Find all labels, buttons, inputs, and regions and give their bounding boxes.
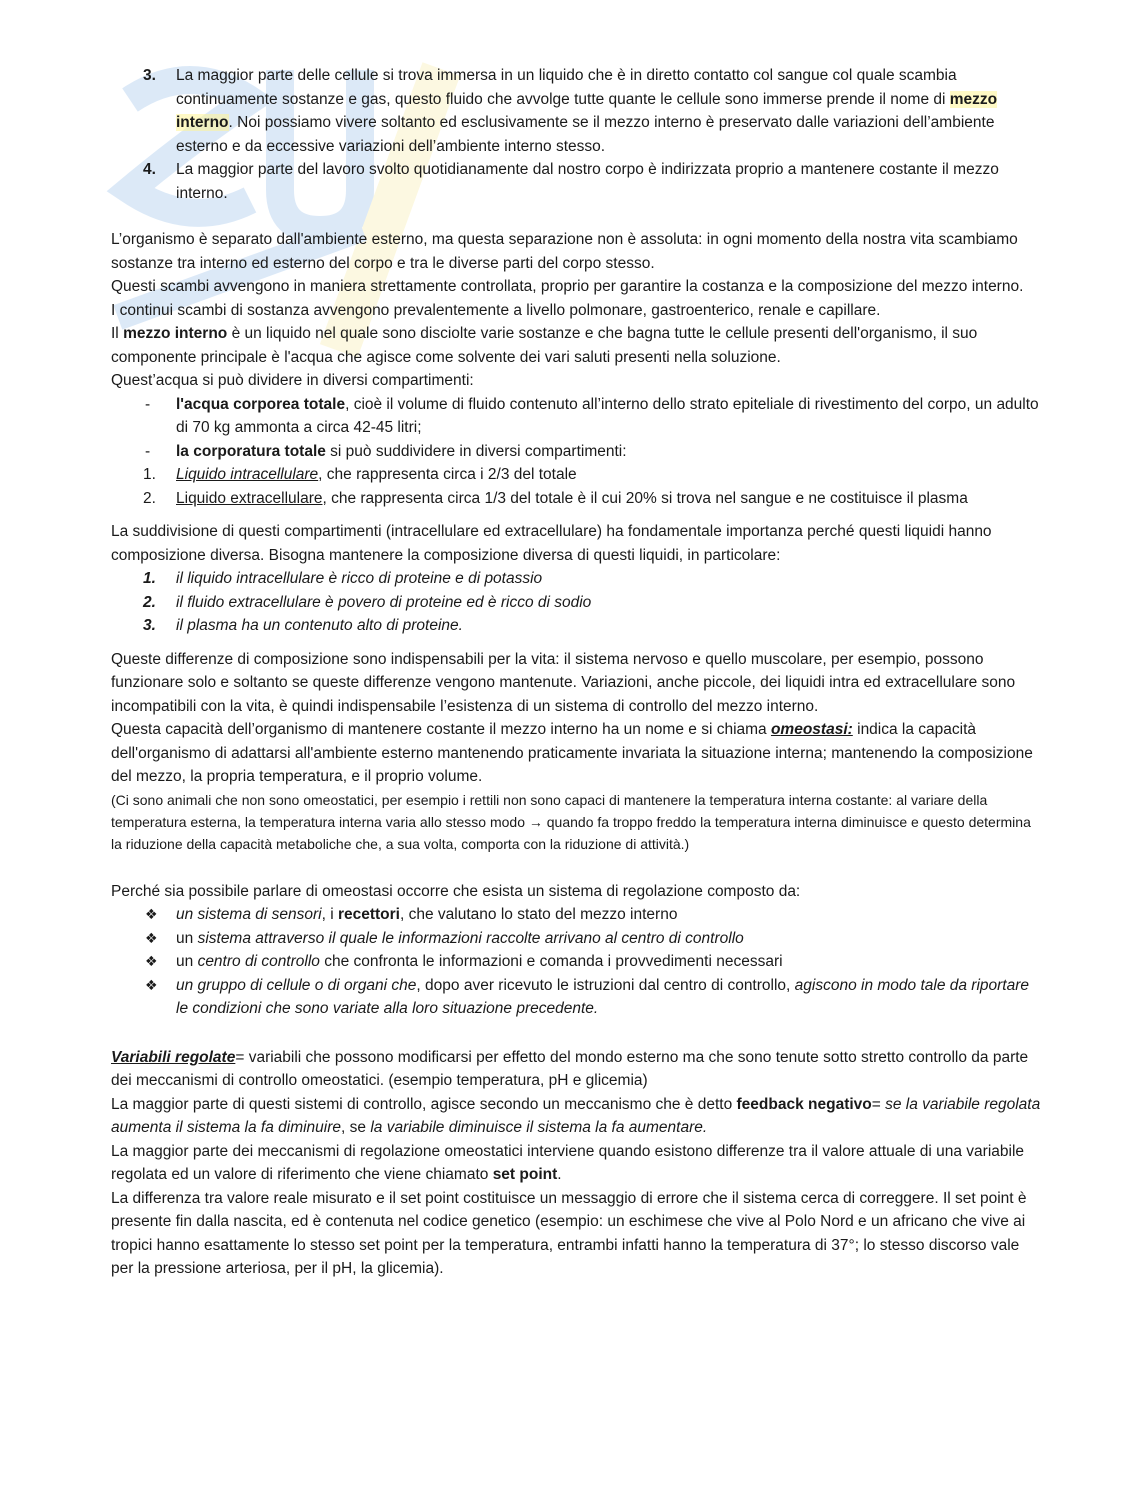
text-run: Variabili regolate	[111, 1048, 236, 1066]
paragraph-differenze	[111, 648, 1041, 719]
text-run: un sistema di sensori	[176, 906, 322, 923]
list-marker: 2.	[143, 593, 156, 611]
text-run: un	[176, 929, 198, 947]
list-item	[111, 440, 1041, 464]
text-run: = variabili che possono modificarsi per effetto del mondo esterno ma che sono tenute sotto stretto controllo da parte dei meccanismi di controllo omeostatici. (esempio temperatura, pH e glicemia)	[111, 1048, 1029, 1089]
text-run: un	[176, 953, 198, 970]
text-run: La maggior parte delle cellule si trova immersa in un liquido che è in diretto contatto col sangue col quale scambia continuamente sostanze e gas, questo fluido che avvolge tutte quante le cellule sono immerse prende il nome di	[176, 67, 957, 108]
paragraph-errore	[111, 1187, 1041, 1281]
bullet-diamond-icon: ❖	[145, 976, 158, 993]
text-run: Liquido extracellulare	[176, 489, 323, 507]
paragraph-scambi	[111, 275, 1041, 299]
list-marker: 1.	[143, 570, 156, 587]
text-run: , che rappresenta circa 1/3 del totale è il cui 20% si trova nel sangue e ne costituisce il plasma	[322, 489, 968, 507]
text-run: la variabile diminuisce il sistema la fa aumentare.	[370, 1119, 708, 1136]
text-run: set point	[492, 1166, 558, 1183]
list-item	[111, 64, 1041, 158]
text-run: la corporatura totale	[176, 442, 326, 460]
list-composizione	[111, 567, 1041, 638]
list-marker: 2.	[143, 489, 156, 507]
list-item-text	[176, 570, 542, 587]
text-run: è un liquido nel quale sono disciolte varie sostanze e che bagna tutte le cellule presenti dell'organismo, il suo componente principale è l'acqua che agisce come solvente dei vari saluti presenti nella soluzione.	[111, 325, 978, 366]
list-item-text	[176, 594, 591, 611]
text-run: .	[557, 1166, 562, 1183]
text-run: , se	[341, 1119, 371, 1136]
text-run: il liquido intracellulare è ricco di proteine e di potassio	[176, 570, 543, 587]
list-item-text	[176, 396, 1039, 437]
list-item-text	[176, 490, 968, 507]
list-item-text	[176, 953, 783, 970]
text-run: si può suddividere in diversi compartimenti:	[325, 442, 627, 460]
paragraph-set-point	[111, 1140, 1041, 1187]
list-sistema	[111, 903, 1041, 1021]
list-item	[111, 487, 1041, 511]
paragraph-omeostasi	[111, 718, 1041, 789]
list-marker: 4.	[143, 161, 156, 178]
list-item	[111, 950, 1041, 974]
text-run: Questa capacità dell’organismo di mantenere costante il mezzo interno ha un nome e si chiama	[111, 721, 771, 738]
note-rettili	[111, 789, 1041, 855]
list-item-text	[176, 617, 463, 634]
paragraph-variabili-regolate	[111, 1046, 1041, 1093]
text-run: Questi scambi avvengono in maniera strettamente controllata, proprio per garantire la costanza e la composizione del mezzo interno.	[111, 278, 1024, 295]
text-run: il plasma ha un contenuto alto di proteine.	[176, 617, 463, 634]
list-item	[111, 463, 1041, 487]
text-run: indica la capacità dell'organismo di adattarsi all'ambiente esterno mantenendo praticamente invariata la situazione interna; mantenendo la composizione del mezzo, la propria temperatura, e il proprio volume.	[111, 721, 1033, 785]
list-item	[111, 158, 1041, 205]
text-run: . Noi possiamo vivere soltanto ed esclusivamente se il mezzo interno è preservato dalle variazioni dell’ambiente esterno e da eccessive variazioni dell’ambiente interno stesso.	[176, 114, 995, 155]
text-run: L’organismo è separato dall'ambiente esterno, ma questa separazione non è assoluta: in ogni momento della nostra vita scambiamo sostanze tra interno ed esterno del corpo e tra le diverse parti del corpo stesso.	[111, 231, 1018, 272]
text-run: Perché sia possibile parlare di omeostasi occorre che esista un sistema di regolazione composto da:	[111, 882, 801, 900]
list-marker: 1.	[143, 466, 156, 483]
text-run: Quest’acqua si può dividere in diversi compartimenti:	[111, 372, 474, 389]
text-run: La maggior parte dei meccanismi di regolazione omeostatici interviene quando esistono differenze tra il valore attuale di una variabile regolata ed un valore di riferimento che viene chiamato	[111, 1142, 1025, 1183]
bullet-diamond-icon: ❖	[145, 906, 158, 922]
paragraph-feedback	[111, 1093, 1041, 1140]
bullet-diamond-icon: ❖	[145, 953, 158, 969]
text-run: un gruppo di cellule o di organi che	[176, 976, 417, 994]
paragraph-suddivisione	[111, 520, 1041, 567]
text-run: centro di controllo	[197, 953, 320, 970]
text-run: , che valutano lo stato del mezzo interno	[400, 906, 678, 923]
text-run: La maggior parte di questi sistemi di controllo, agisce secondo un meccanismo che è detto	[111, 1095, 737, 1113]
paragraph-acqua	[111, 369, 1041, 393]
text-run: omeostasi:	[770, 721, 853, 738]
text-run: sistema attraverso il quale le informazioni raccolte arrivano al centro di controllo	[197, 929, 744, 947]
list-compartimenti	[111, 393, 1041, 511]
list-item-text	[176, 466, 577, 483]
text-run: feedback negativo	[736, 1095, 872, 1113]
text-run: =	[871, 1095, 886, 1113]
text-run: , cioè il volume di fluido contenuto all’interno dello strato epiteliale di rivestimento del corpo, un adulto di 70 kg ammonta a circa 42-45 litri;	[176, 395, 1039, 436]
text-run: La maggior parte del lavoro svolto quotidianamente dal nostro corpo è indirizzata proprio a mantenere costante il mezzo interno.	[176, 161, 999, 202]
list-item	[111, 567, 1041, 591]
text-run: il fluido extracellulare è povero di proteine ed è ricco di sodio	[176, 593, 592, 611]
text-run: (Ci sono animali che non sono omeostatici, per esempio i rettili non sono capaci di mantenere la temperatura interna costante: al variare della temperatura esterna, la temperatura interna varia allo stesso modo → quando fa troppo freddo la temperatura interna diminuisce e questo determina la riduzione della capacità metaboliche che, a sua volta, comporta con la riduzione di attività.)	[111, 791, 1031, 852]
bullet-diamond-icon: ❖	[145, 929, 158, 946]
list-marker: 3.	[143, 67, 156, 84]
list-marker: 3.	[143, 617, 156, 634]
list-marker: -	[145, 442, 151, 460]
list-item	[111, 903, 1041, 927]
text-run: l'acqua corporea totale	[176, 395, 346, 413]
text-run: , i	[321, 906, 338, 923]
text-run: agiscono in modo tale da riportare le condizioni che sono variate alla loro situazione precedente.	[176, 976, 1030, 1017]
text-run: mezzo interno	[176, 90, 998, 131]
text-run: se la variabile regolata aumenta il sistema la fa diminuire	[111, 1095, 1041, 1136]
text-run: Il	[111, 325, 124, 342]
paragraph-mezzo-interno	[111, 322, 1041, 369]
text-run: I continui scambi di sostanza avvengono prevalentemente a livello polmonare, gastroenterico, renale e capillare.	[111, 301, 881, 319]
text-run: che confronta le informazioni e comanda i provvedimenti necessari	[319, 953, 783, 970]
text-run: Liquido intracellulare	[176, 466, 319, 483]
list-item	[111, 927, 1041, 951]
paragraph-separazione	[111, 228, 1041, 275]
list-item	[111, 591, 1041, 615]
list-item-text	[176, 67, 997, 155]
text-run: recettori	[337, 906, 400, 923]
list-item-text	[176, 930, 744, 947]
document-page	[111, 64, 1041, 1281]
list-item-text	[176, 906, 677, 923]
paragraph-sistema-regolazione	[111, 880, 1041, 904]
list-item-text	[176, 977, 1029, 1018]
text-run: , dopo aver ricevuto le istruzioni dal centro di controllo,	[416, 976, 795, 994]
list-marker: -	[145, 395, 151, 413]
text-run: La differenza tra valore reale misurato e il set point costituisce un messaggio di errore che il sistema cerca di correggere. Il set point è presente fin dalla nascita, ed è contenuta nel codice genetico (esempio: un eschimese che vive al Polo Nord e un africano che vive ai tropici hanno esattamente lo stesso set point per la temperatura, entrambi infatti hanno la temperatura di 37°; lo stesso discorso vale per la pressione arteriosa, per il pH, la glicemia).	[111, 1189, 1027, 1277]
list-item	[111, 974, 1041, 1021]
paragraph-scambi-livello	[111, 299, 1041, 323]
list-mezzo-interno	[111, 64, 1041, 205]
text-run: Queste differenze di composizione sono indispensabili per la vita: il sistema nervoso e quello muscolare, per esempio, possono funzionare solo e soltanto se queste differenze vengono mantenute. Variazioni, anche piccole, dei liquidi intra ed extracellulare sono incompatibili con la vita, è quindi indispensabile l’esistenza di un sistema di controllo del mezzo interno.	[111, 650, 1016, 715]
list-item	[111, 614, 1041, 638]
text-run: La suddivisione di questi compartimenti (intracellulare ed extracellulare) ha fondamentale importanza perché questi liquidi hanno composizione diversa. Bisogna mantenere la composizione diversa di questi liquidi, in particolare:	[111, 523, 992, 564]
list-item-text	[176, 161, 999, 202]
list-item	[111, 393, 1041, 440]
text-run: mezzo interno	[123, 325, 228, 342]
text-run: , che rappresenta circa i 2/3 del totale	[318, 466, 577, 483]
list-item-text	[176, 443, 627, 460]
